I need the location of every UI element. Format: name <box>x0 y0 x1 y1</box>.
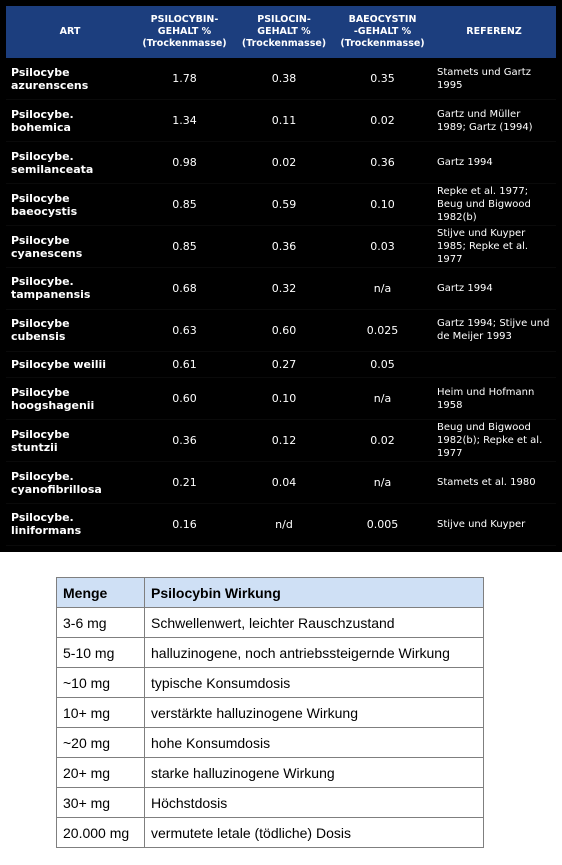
table-row <box>57 638 484 668</box>
species-name: Psilocybe baeocystis <box>6 184 134 226</box>
species-name: Psilocybe. tampanensis <box>6 267 134 309</box>
baeocystin-value: 0.02 <box>333 100 432 142</box>
header-psilocybin: PSILOCYBIN- GEHALT % (Trockenmasse) <box>134 6 235 58</box>
species-name: Psilocybe. liniformans <box>6 503 134 545</box>
table-row <box>6 142 556 184</box>
dose-effect-table <box>56 577 484 848</box>
psilocybin-value: 0.63 <box>134 309 235 351</box>
table-row <box>57 698 484 728</box>
table-row <box>6 503 556 545</box>
psilocybin-value: 0.60 <box>134 378 235 420</box>
species-name: Psilocybe. cyanofibrillosa <box>6 462 134 504</box>
table-row <box>6 462 556 504</box>
species-name: Psilocybe cyanescens <box>6 226 134 268</box>
psilocin-value: 0.38 <box>235 58 333 100</box>
psilocin-value: 0.32 <box>235 267 333 309</box>
table-row <box>6 267 556 309</box>
psilocin-value: 0.11 <box>235 100 333 142</box>
psilocin-value: 0.36 <box>235 226 333 268</box>
species-content-table <box>6 6 556 546</box>
dose-effect: starke halluzinogene Wirkung <box>145 758 484 788</box>
table-row <box>57 818 484 848</box>
dose-effect: halluzinogene, noch antriebssteigernde Wirkung <box>145 638 484 668</box>
psilocybin-value: 1.34 <box>134 100 235 142</box>
baeocystin-value: n/a <box>333 462 432 504</box>
baeocystin-value: 0.05 <box>333 351 432 378</box>
psilocin-value: 0.10 <box>235 378 333 420</box>
reference: Stamets et al. 1980 <box>432 462 556 504</box>
psilocybin-value: 1.78 <box>134 58 235 100</box>
species-name: Psilocybe cubensis <box>6 309 134 351</box>
baeocystin-value: 0.35 <box>333 58 432 100</box>
psilocybin-value: 0.16 <box>134 503 235 545</box>
reference: Gartz 1994 <box>432 267 556 309</box>
dose-amount: ~20 mg <box>57 728 145 758</box>
dose-effect: vermutete letale (tödliche) Dosis <box>145 818 484 848</box>
table-row <box>6 420 556 462</box>
table-row <box>57 728 484 758</box>
dose-amount: 5-10 mg <box>57 638 145 668</box>
baeocystin-value: 0.025 <box>333 309 432 351</box>
baeocystin-value: 0.005 <box>333 503 432 545</box>
header-psilocin: PSILOCIN- GEHALT % (Trockenmasse) <box>235 6 333 58</box>
psilocybin-value: 0.68 <box>134 267 235 309</box>
psilocybin-value: 0.36 <box>134 420 235 462</box>
dose-effect: verstärkte halluzinogene Wirkung <box>145 698 484 728</box>
header-referenz: REFERENZ <box>432 6 556 58</box>
psilocin-value: 0.02 <box>235 142 333 184</box>
reference: Stijve und Kuyper 1985; Repke et al. 1977 <box>432 226 556 268</box>
psilocybin-value: 0.61 <box>134 351 235 378</box>
dose-amount: 20+ mg <box>57 758 145 788</box>
dose-effect: Schwellenwert, leichter Rauschzustand <box>145 608 484 638</box>
header-baeocystin: BAEOCYSTIN -GEHALT % (Trockenmasse) <box>333 6 432 58</box>
table-row <box>57 608 484 638</box>
reference: Beug und Bigwood 1982(b); Repke et al. 1977 <box>432 420 556 462</box>
table-row <box>57 668 484 698</box>
reference: Stamets und Gartz 1995 <box>432 58 556 100</box>
dose-amount: 10+ mg <box>57 698 145 728</box>
psilocybin-value: 0.98 <box>134 142 235 184</box>
reference: Gartz 1994; Stijve und de Meijer 1993 <box>432 309 556 351</box>
reference: Repke et al. 1977; Beug und Bigwood 1982(b) <box>432 184 556 226</box>
header-wirkung: Psilocybin Wirkung <box>145 578 484 608</box>
species-name: Psilocybe. bohemica <box>6 100 134 142</box>
psilocin-value: 0.60 <box>235 309 333 351</box>
psilocybin-value: 0.21 <box>134 462 235 504</box>
table-row <box>6 184 556 226</box>
reference <box>432 351 556 378</box>
species-name: Psilocybe. semilanceata <box>6 142 134 184</box>
table-row <box>6 58 556 100</box>
table-row <box>6 226 556 268</box>
header-menge: Menge <box>57 578 145 608</box>
table-row <box>6 100 556 142</box>
reference: Heim und Hofmann 1958 <box>432 378 556 420</box>
dose-amount: 30+ mg <box>57 788 145 818</box>
baeocystin-value: 0.36 <box>333 142 432 184</box>
table-row <box>57 758 484 788</box>
baeocystin-value: 0.02 <box>333 420 432 462</box>
reference: Stijve und Kuyper <box>432 503 556 545</box>
dose-amount: 20.000 mg <box>57 818 145 848</box>
psilocin-value: 0.04 <box>235 462 333 504</box>
psilocin-value: 0.59 <box>235 184 333 226</box>
dose-amount: ~10 mg <box>57 668 145 698</box>
dose-header-row <box>57 578 484 608</box>
baeocystin-value: n/a <box>333 267 432 309</box>
psilocybin-value: 0.85 <box>134 184 235 226</box>
reference: Gartz 1994 <box>432 142 556 184</box>
psilocin-value: n/d <box>235 503 333 545</box>
header-art: ART <box>6 6 134 58</box>
species-name: Psilocybe hoogshagenii <box>6 378 134 420</box>
psilocin-value: 0.27 <box>235 351 333 378</box>
dose-effect: hohe Konsumdosis <box>145 728 484 758</box>
species-name: Psilocybe weilii <box>6 351 134 378</box>
table-row <box>6 351 556 378</box>
table-row <box>57 788 484 818</box>
dose-amount: 3-6 mg <box>57 608 145 638</box>
baeocystin-value: n/a <box>333 378 432 420</box>
dose-effect: Höchstdosis <box>145 788 484 818</box>
species-name: Psilocybe stuntzii <box>6 420 134 462</box>
table-row <box>6 378 556 420</box>
psilocybin-value: 0.85 <box>134 226 235 268</box>
dose-effect: typische Konsumdosis <box>145 668 484 698</box>
baeocystin-value: 0.10 <box>333 184 432 226</box>
species-header-row <box>6 6 556 58</box>
table-row <box>6 309 556 351</box>
reference: Gartz und Müller 1989; Gartz (1994) <box>432 100 556 142</box>
psilocin-value: 0.12 <box>235 420 333 462</box>
species-name: Psilocybe azurenscens <box>6 58 134 100</box>
baeocystin-value: 0.03 <box>333 226 432 268</box>
